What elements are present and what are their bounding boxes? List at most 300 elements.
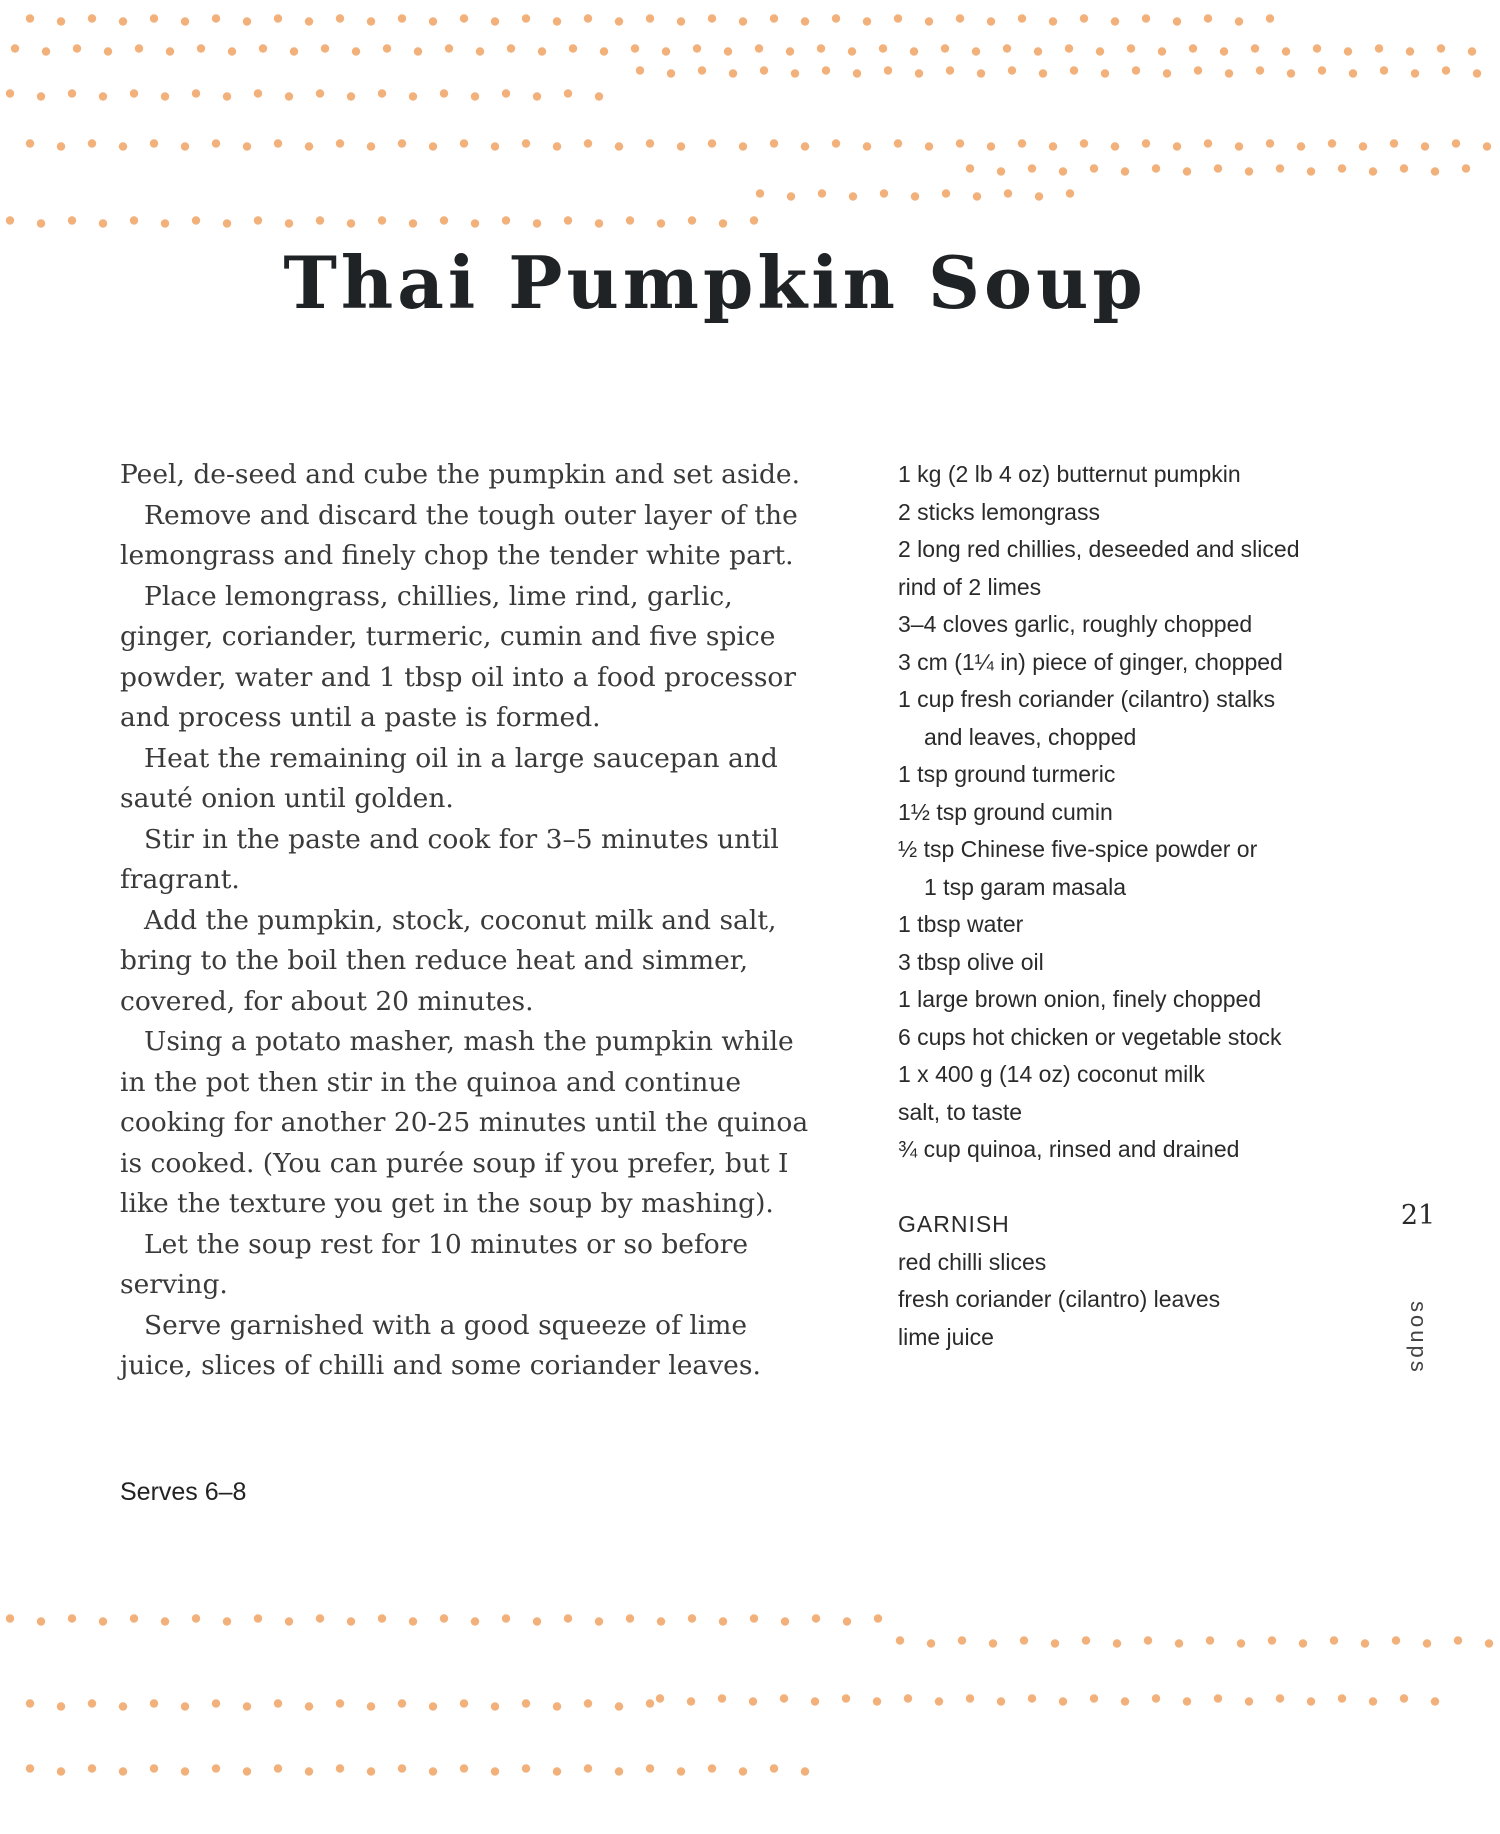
decorative-dot (1008, 66, 1016, 74)
decorative-dot (1206, 1636, 1214, 1644)
decorative-dot (1442, 66, 1450, 74)
decorative-dot (316, 89, 324, 97)
decorative-dot (1049, 142, 1057, 150)
decorative-dot (1297, 142, 1305, 150)
decorative-dot (161, 1617, 169, 1625)
decorative-dot (533, 1617, 541, 1625)
decorative-dot (533, 92, 541, 100)
decorative-dot (894, 14, 902, 22)
decorative-dot (1349, 69, 1357, 77)
decorative-dot (1059, 167, 1067, 175)
page-number: 21 (1400, 1200, 1436, 1231)
decorative-dot (1113, 1639, 1121, 1647)
decorative-dot (941, 44, 949, 52)
decorative-dot (347, 92, 355, 100)
decorative-dot (1282, 47, 1290, 55)
serves-note: Serves 6–8 (120, 1478, 247, 1506)
decorative-dot (1065, 44, 1073, 52)
decorative-dot (615, 17, 623, 25)
decorative-dot (615, 1767, 623, 1775)
decorative-dot (1437, 44, 1445, 52)
decorative-dot (729, 69, 737, 77)
decorative-dot (688, 216, 696, 224)
decorative-dot (37, 92, 45, 100)
decorative-dot (997, 167, 1005, 175)
decorative-dot (305, 1702, 313, 1710)
decorative-dot (1462, 164, 1470, 172)
decorative-dot (336, 1699, 344, 1707)
decorative-dot (409, 219, 417, 227)
decorative-dot (972, 47, 980, 55)
decorative-dot (1132, 66, 1140, 74)
decorative-dot (848, 47, 856, 55)
decorative-dot (956, 14, 964, 22)
decorative-dot (1039, 69, 1047, 77)
decorative-dot (68, 1614, 76, 1622)
decorative-dot (973, 192, 981, 200)
decorative-dot (750, 216, 758, 224)
decorative-dot (1175, 1639, 1183, 1647)
decorative-dot (956, 139, 964, 147)
decorative-dot (787, 192, 795, 200)
decorative-dot (316, 1614, 324, 1622)
decorative-dot (6, 216, 14, 224)
decorative-dot (626, 216, 634, 224)
decorative-dot (1245, 167, 1253, 175)
decorative-dot (1483, 142, 1491, 150)
decorative-dot (786, 47, 794, 55)
method-step: Peel, de-seed and cube the pumpkin and set aside. (120, 459, 801, 490)
decorative-dot (677, 142, 685, 150)
decorative-dot (254, 1614, 262, 1622)
decorative-dot (336, 14, 344, 22)
decorative-dot (135, 44, 143, 52)
decorative-dot (88, 14, 96, 22)
decorative-dot (584, 139, 592, 147)
decorative-dot (378, 216, 386, 224)
decorative-dot (192, 89, 200, 97)
decorative-dot (429, 17, 437, 25)
ingredient-item: 2 sticks lemongrass (898, 498, 1100, 525)
decorative-dot (502, 1614, 510, 1622)
decorative-dot (104, 47, 112, 55)
decorative-dot (57, 142, 65, 150)
method-step: Serve garnished with a good squeeze of lime juice, slices of chilli and some coriander leaves. (120, 1309, 761, 1381)
decorative-dot (822, 66, 830, 74)
decorative-dot (1127, 44, 1135, 52)
decorative-dot (946, 66, 954, 74)
decorative-dot (853, 69, 861, 77)
decorative-dot (533, 219, 541, 227)
decorative-dot (1173, 142, 1181, 150)
decorative-dot (88, 139, 96, 147)
decorative-dot (1121, 167, 1129, 175)
decorative-dot (1082, 1636, 1090, 1644)
decorative-dot (367, 17, 375, 25)
decorative-dot (1307, 1697, 1315, 1705)
decorative-dot (989, 1639, 997, 1647)
decorative-dot (553, 17, 561, 25)
decorative-dot (223, 1617, 231, 1625)
decorative-dot (646, 14, 654, 22)
decorative-dot (1183, 1697, 1191, 1705)
decorative-dot (1214, 1694, 1222, 1702)
decorative-dot (476, 47, 484, 55)
decorative-dot (290, 47, 298, 55)
decorative-dot (1018, 139, 1026, 147)
decorative-dot (429, 1767, 437, 1775)
recipe-title: Thai Pumpkin Soup (283, 240, 1147, 325)
decorative-dot (915, 69, 923, 77)
decorative-dot (708, 139, 716, 147)
decorative-dot (1400, 1694, 1408, 1702)
decorative-dot (471, 1617, 479, 1625)
decorative-dot (336, 139, 344, 147)
decorative-dot (880, 189, 888, 197)
decorative-dot (243, 1767, 251, 1775)
decorative-dot (57, 1767, 65, 1775)
decorative-dot (460, 1764, 468, 1772)
decorative-dot (1485, 1639, 1493, 1647)
decorative-dot (429, 142, 437, 150)
method-text (120, 455, 820, 1387)
decorative-dot (750, 1614, 758, 1622)
decorative-dot (1090, 164, 1098, 172)
decorative-dot (1194, 66, 1202, 74)
decorative-dot (99, 92, 107, 100)
decorative-dot (584, 1764, 592, 1772)
decorative-dot (584, 1699, 592, 1707)
decorative-dot (1390, 139, 1398, 147)
ingredient-item: 1 tsp ground turmeric (898, 761, 1116, 787)
decorative-dot (770, 139, 778, 147)
decorative-dot (1163, 69, 1171, 77)
decorative-dot (352, 47, 360, 55)
decorative-dot (1096, 47, 1104, 55)
garnish-list (898, 1244, 1318, 1357)
decorative-dot (119, 1702, 127, 1710)
decorative-dot (347, 1617, 355, 1625)
decorative-dot (68, 216, 76, 224)
decorative-dot (161, 92, 169, 100)
decorative-dot (37, 219, 45, 227)
decorative-dot (780, 1694, 788, 1702)
decorative-dot (1328, 139, 1336, 147)
decorative-dot (801, 142, 809, 150)
decorative-dot (6, 89, 14, 97)
decorative-dot (37, 1617, 45, 1625)
decorative-dot (1004, 189, 1012, 197)
decorative-dot (68, 89, 76, 97)
decorative-dot (564, 89, 572, 97)
decorative-dot (1400, 164, 1408, 172)
decorative-dot (1344, 47, 1352, 55)
decorative-dot (130, 1614, 138, 1622)
decorative-dot (1251, 44, 1259, 52)
decorative-dot (987, 17, 995, 25)
decorative-dot (166, 47, 174, 55)
decorative-dot (1392, 1636, 1400, 1644)
decorative-dot (285, 92, 293, 100)
decorative-dot (966, 1694, 974, 1702)
decorative-dot (958, 1636, 966, 1644)
decorative-dot (626, 1614, 634, 1622)
decorative-dot (1411, 69, 1419, 77)
decorative-dot (1266, 14, 1274, 22)
decorative-dot (1220, 47, 1228, 55)
decorative-dot (99, 1617, 107, 1625)
decorative-dot (1204, 14, 1212, 22)
decorative-dot (1020, 1636, 1028, 1644)
decorative-dot (1276, 164, 1284, 172)
decorative-dot (636, 66, 644, 74)
decorative-dot (367, 142, 375, 150)
decorative-dot (460, 139, 468, 147)
decorative-dot (966, 164, 974, 172)
decorative-dot (927, 1639, 935, 1647)
decorative-dot (770, 14, 778, 22)
ingredient-item-continued: 1 tsp garam masala (924, 873, 1126, 900)
decorative-dot (1235, 142, 1243, 150)
ingredient-item: 1½ tsp ground cumin (898, 798, 1113, 825)
decorative-dot (440, 89, 448, 97)
decorative-dot (1276, 1694, 1284, 1702)
decorative-dot (884, 66, 892, 74)
decorative-dot (383, 44, 391, 52)
decorative-dot (378, 89, 386, 97)
decorative-dot (646, 139, 654, 147)
decorative-dot (1369, 167, 1377, 175)
decorative-dot (398, 14, 406, 22)
decorative-dot (894, 139, 902, 147)
decorative-dot (1468, 47, 1476, 55)
decorative-dot (1235, 17, 1243, 25)
decorative-dot (274, 139, 282, 147)
decorative-dot (749, 1697, 757, 1705)
decorative-dot (274, 1764, 282, 1772)
decorative-dot (181, 142, 189, 150)
decorative-dot (1338, 1694, 1346, 1702)
decorative-dot (445, 44, 453, 52)
decorative-dot (274, 1699, 282, 1707)
decorative-dot (719, 219, 727, 227)
decorative-dot (119, 1767, 127, 1775)
decorative-dot (228, 47, 236, 55)
decorative-dot (26, 1699, 34, 1707)
decorative-dot (367, 1767, 375, 1775)
decorative-dot (409, 92, 417, 100)
decorative-dot (1313, 44, 1321, 52)
decorative-dot (615, 142, 623, 150)
decorative-dot (698, 66, 706, 74)
decorative-dot (398, 1764, 406, 1772)
decorative-dot (414, 47, 422, 55)
decorative-dot (849, 192, 857, 200)
decorative-dot (1121, 1697, 1129, 1705)
decorative-dot (254, 89, 262, 97)
decorative-dot (259, 44, 267, 52)
decorative-dot (538, 47, 546, 55)
ingredient-item-continued: and leaves, chopped (924, 723, 1137, 750)
decorative-dot (874, 1614, 882, 1622)
decorative-dot (873, 1697, 881, 1705)
decorative-dot (181, 1702, 189, 1710)
decorative-dot (192, 216, 200, 224)
decorative-dot (223, 219, 231, 227)
decorative-dot (770, 1764, 778, 1772)
decorative-dot (130, 89, 138, 97)
decorative-dot (739, 1767, 747, 1775)
decorative-dot (1318, 66, 1326, 74)
decorative-dot (336, 1764, 344, 1772)
decorative-dot (935, 1697, 943, 1705)
decorative-dot (88, 1764, 96, 1772)
decorative-dot (99, 219, 107, 227)
decorative-dot (398, 139, 406, 147)
decorative-dot (223, 92, 231, 100)
decorative-dot (595, 219, 603, 227)
decorative-dot (243, 142, 251, 150)
decorative-dot (6, 1614, 14, 1622)
decorative-dot (305, 142, 313, 150)
decorative-dot (305, 1767, 313, 1775)
decorative-dot (119, 17, 127, 25)
method-step: Let the soup rest for 10 minutes or so before serving. (120, 1228, 749, 1300)
decorative-dot (212, 1764, 220, 1772)
decorative-dot (667, 69, 675, 77)
decorative-dot (502, 89, 510, 97)
decorative-dot (243, 17, 251, 25)
decorative-dot (1369, 1697, 1377, 1705)
dot-pattern-bottom (0, 1580, 1500, 1834)
garnish-item: fresh coriander (cilantro) leaves (898, 1286, 1221, 1312)
decorative-dot (693, 44, 701, 52)
decorative-dot (863, 142, 871, 150)
decorative-dot (26, 14, 34, 22)
decorative-dot (997, 1697, 1005, 1705)
decorative-dot (1423, 1639, 1431, 1647)
decorative-dot (1307, 167, 1315, 175)
decorative-dot (212, 1699, 220, 1707)
decorative-dot (1406, 47, 1414, 55)
decorative-dot (471, 92, 479, 100)
decorative-dot (760, 66, 768, 74)
decorative-dot (1237, 1639, 1245, 1647)
ingredient-item: salt, to taste (898, 1098, 1023, 1125)
decorative-dot (57, 1702, 65, 1710)
decorative-dot (1049, 17, 1057, 25)
decorative-dot (285, 1617, 293, 1625)
ingredient-item: 3 tbsp olive oil (898, 948, 1044, 975)
decorative-dot (522, 139, 530, 147)
decorative-dot (1051, 1639, 1059, 1647)
decorative-dot (502, 216, 510, 224)
decorative-dot (677, 17, 685, 25)
decorative-dot (1338, 164, 1346, 172)
decorative-dot (460, 1699, 468, 1707)
decorative-dot (1256, 66, 1264, 74)
decorative-dot (491, 142, 499, 150)
ingredient-item: ½ tsp Chinese five-spice powder or (898, 836, 1258, 862)
decorative-dot (1070, 66, 1078, 74)
decorative-dot (1066, 189, 1074, 197)
decorative-dot (491, 1702, 499, 1710)
ingredients-list (898, 456, 1358, 1169)
decorative-dot (656, 1694, 664, 1702)
decorative-dot (708, 14, 716, 22)
decorative-dot (26, 139, 34, 147)
method-step: Place lemongrass, chillies, lime rind, garlic, ginger, coriander, turmeric, cumin and five spice powder, water and 1 tbsp oil into a food processor and process until a paste is formed. (120, 580, 797, 733)
decorative-dot (1090, 1694, 1098, 1702)
decorative-dot (88, 1699, 96, 1707)
decorative-dot (863, 17, 871, 25)
decorative-dot (718, 1694, 726, 1702)
decorative-dot (73, 44, 81, 52)
decorative-dot (1173, 17, 1181, 25)
decorative-dot (1080, 139, 1088, 147)
decorative-dot (1361, 1639, 1369, 1647)
decorative-dot (925, 142, 933, 150)
decorative-dot (1375, 44, 1383, 52)
decorative-dot (646, 1764, 654, 1772)
decorative-dot (1330, 1636, 1338, 1644)
decorative-dot (811, 1697, 819, 1705)
ingredient-item: 1 kg (2 lb 4 oz) butternut pumpkin (898, 461, 1241, 487)
decorative-dot (904, 1694, 912, 1702)
ingredient-item: rind of 2 limes (898, 573, 1042, 600)
decorative-dot (1144, 1636, 1152, 1644)
decorative-dot (1214, 164, 1222, 172)
decorative-dot (569, 44, 577, 52)
ingredient-item: 3–4 cloves garlic, roughly chopped (898, 611, 1253, 637)
decorative-dot (150, 1699, 158, 1707)
ingredient-item: 2 long red chillies, deseeded and sliced (898, 536, 1300, 562)
decorative-dot (181, 1767, 189, 1775)
ingredient-item: 1 large brown onion, finely chopped (898, 986, 1262, 1012)
decorative-dot (11, 44, 19, 52)
decorative-dot (801, 17, 809, 25)
decorative-dot (662, 47, 670, 55)
decorative-dot (646, 1699, 654, 1707)
decorative-dot (130, 216, 138, 224)
decorative-dot (522, 1764, 530, 1772)
decorative-dot (553, 1767, 561, 1775)
decorative-dot (1152, 164, 1160, 172)
dot-pattern-top (0, 0, 1500, 240)
decorative-dot (843, 1617, 851, 1625)
decorative-dot (925, 17, 933, 25)
garnish-heading: GARNISH (898, 1211, 1010, 1237)
decorative-dot (1189, 44, 1197, 52)
decorative-dot (522, 14, 530, 22)
decorative-dot (1142, 139, 1150, 147)
decorative-dot (1034, 47, 1042, 55)
decorative-dot (739, 17, 747, 25)
decorative-dot (832, 14, 840, 22)
decorative-dot (440, 1614, 448, 1622)
decorative-dot (553, 142, 561, 150)
decorative-dot (1473, 69, 1481, 77)
decorative-dot (1359, 142, 1367, 150)
decorative-dot (460, 14, 468, 22)
method-step: Add the pumpkin, stock, coconut milk and salt, bring to the boil then reduce heat and simmer, covered, for about 20 minutes. (120, 904, 777, 1017)
decorative-dot (708, 1764, 716, 1772)
decorative-dot (491, 1767, 499, 1775)
decorative-dot (1299, 1639, 1307, 1647)
decorative-dot (657, 219, 665, 227)
decorative-dot (161, 219, 169, 227)
decorative-dot (254, 216, 262, 224)
